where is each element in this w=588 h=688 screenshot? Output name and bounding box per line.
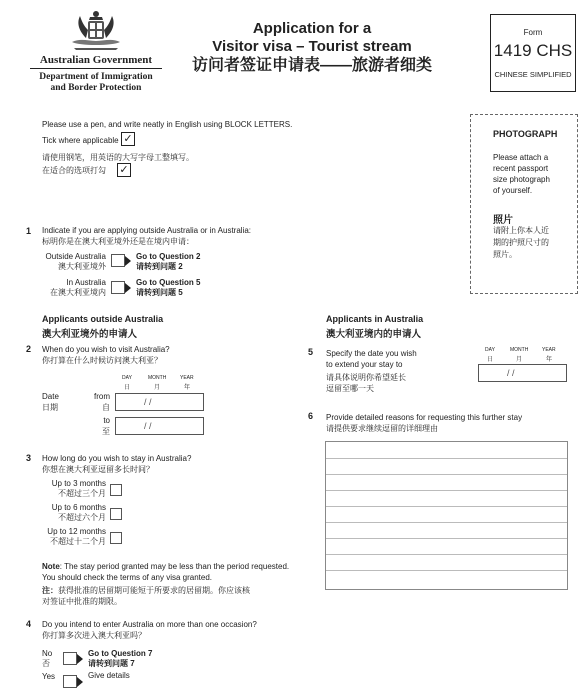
q2-text: When do you wish to visit Australia?	[42, 345, 170, 354]
q1-option-outside-label-chinese: 澳大利亚境外	[58, 262, 106, 271]
q3-option-3-months: Up to 3 months	[51, 479, 106, 488]
coat-of-arms-icon	[66, 8, 126, 52]
q3-note-line-2: You should check the terms of any visa granted.	[42, 573, 213, 582]
outside-heading-chinese: 澳大利亚境外的申请人	[42, 329, 138, 340]
inside-heading: Applicants in Australia	[326, 314, 424, 324]
q6-line	[326, 474, 567, 475]
q2-from-label: from	[94, 392, 110, 401]
q3-3-months-checkbox[interactable]	[110, 484, 122, 496]
q6-text: Provide detailed reasons for requesting this further stay	[326, 413, 523, 422]
q6-text-chinese: 请提供要求继续逗留的详细理由	[326, 424, 438, 433]
q3-note-text-1: : The stay period granted may be less than the period requested.	[59, 562, 290, 571]
q3-6-months-checkbox[interactable]	[110, 508, 122, 520]
q4-yes-label: Yes	[42, 672, 56, 681]
photograph-box[interactable]	[470, 114, 578, 294]
q5-month-label: MONTH	[510, 347, 529, 353]
header-divider	[30, 68, 162, 69]
q5-text-line-1: Specify the date you wish	[326, 349, 417, 358]
outside-heading: Applicants outside Australia	[42, 314, 164, 324]
q3-option-6-months-chinese: 不超过六个月	[58, 513, 106, 522]
q2-from-label-chinese: 自	[102, 403, 110, 412]
form-title-chinese: 访问者签证申请表——旅游者细类	[191, 57, 432, 74]
q2-year-label-chinese: 年	[184, 385, 191, 391]
q5-year-label-chinese: 年	[546, 357, 553, 363]
q1-inside-goto-chinese: 请转到问题 5	[136, 288, 183, 297]
q3-note-label: Note	[42, 562, 60, 571]
instruction-line-4-chinese: 在适合的选项打勾	[42, 166, 106, 175]
photograph-desc-chinese-1: 请附上你本人近	[493, 226, 549, 235]
photograph-desc-chinese-3: 照片。	[493, 250, 517, 259]
q2-month-label: MONTH	[148, 375, 167, 381]
form-number-box	[490, 14, 576, 92]
q2-to-date-field[interactable]: / /	[115, 417, 204, 435]
photograph-desc-2: recent passport	[493, 164, 549, 173]
government-name: Australian Government	[39, 54, 153, 66]
q5-text-chinese-line-1: 请具体说明你希望延长	[326, 373, 406, 382]
q6-line	[326, 538, 567, 539]
q3-number: 3	[26, 453, 32, 463]
q5-day-label: DAY	[485, 347, 495, 353]
tick-example-2: ✓	[117, 163, 131, 177]
form-label: Form	[523, 28, 543, 37]
q1-option-inside-label: In Australia	[66, 278, 106, 287]
q2-to-label-chinese: 至	[102, 427, 110, 436]
form-title-line-1: Application for a	[252, 20, 372, 37]
q4-number: 4	[26, 619, 32, 629]
q4-yes-checkbox[interactable]	[63, 675, 77, 688]
q2-number: 2	[26, 344, 32, 354]
q2-year-label: YEAR	[180, 375, 194, 381]
q4-no-label: No	[42, 649, 53, 658]
photograph-desc-1: Please attach a	[493, 153, 549, 162]
q5-date-field[interactable]: / /	[478, 364, 567, 382]
form-title-line-2: Visitor visa – Tourist stream	[212, 38, 412, 55]
q5-month-label-chinese: 月	[516, 357, 523, 363]
q4-no-checkbox[interactable]	[63, 652, 77, 665]
q2-day-label-chinese: 日	[124, 385, 131, 391]
q1-option-inside-label-chinese: 在澳大利亚境内	[50, 288, 106, 297]
q6-number: 6	[308, 411, 314, 421]
q3-note-chinese-line-2: 对签证中批准的期限。	[42, 597, 122, 606]
department-line-2: and Border Protection	[50, 83, 142, 93]
q5-number: 5	[308, 347, 314, 357]
q4-text: Do you intend to enter Australia on more than one occasion?	[42, 620, 257, 629]
inside-heading-chinese: 澳大利亚境内的申请人	[326, 329, 422, 340]
q2-date-label: Date	[42, 392, 59, 401]
photograph-desc-chinese-2: 期的护照尺寸的	[493, 238, 549, 247]
q5-text-chinese-line-2: 逗留至哪一天	[326, 384, 374, 393]
instruction-line-3-chinese: 请使用钢笔，用英语的大写字母工整填写。	[42, 153, 194, 162]
q3-option-12-months-chinese: 不超过十二个月	[50, 537, 106, 546]
instruction-line-2: Tick where applicable	[42, 136, 119, 145]
q2-day-label: DAY	[122, 375, 132, 381]
photograph-desc-3: size photograph	[493, 175, 550, 184]
q3-option-6-months: Up to 6 months	[51, 503, 106, 512]
q1-text-chinese: 标明你是在澳大利亚境外还是在境内申请：	[42, 237, 194, 246]
q2-text-chinese: 你打算在什么时候访问澳大利亚？	[42, 356, 162, 365]
q1-option-outside-label: Outside Australia	[45, 252, 106, 261]
photograph-title-chinese: 照片	[493, 215, 513, 226]
instruction-line-1: Please use a pen, and write neatly in English using BLOCK LETTERS.	[42, 120, 293, 129]
q4-yes-goto: Give details	[88, 671, 130, 680]
q1-outside-checkbox[interactable]	[111, 254, 125, 267]
photograph-desc-4: of yourself.	[493, 186, 533, 195]
q2-from-date-field[interactable]: / /	[115, 393, 204, 411]
q5-text-line-2: to extend your stay to	[326, 360, 403, 369]
photograph-title: PHOTOGRAPH	[493, 129, 558, 139]
q3-option-3-months-chinese: 不超过三个月	[58, 489, 106, 498]
q5-day-label-chinese: 日	[487, 357, 494, 363]
q3-note-chinese-line-1	[42, 586, 250, 596]
department-line-1: Department of Immigration	[39, 72, 153, 82]
q3-note-chinese-text-1: 获得批准的居留期可能短于所要求的居留期。你应该核	[58, 586, 250, 595]
q3-note-label-chinese: 注：	[42, 586, 58, 595]
q1-inside-goto: Go to Question 5	[136, 278, 201, 287]
q4-text-chinese: 你打算多次进入澳大利亚吗？	[42, 631, 146, 640]
form-language: CHINESE SIMPLIFIED	[494, 70, 572, 79]
q3-note-line-1	[42, 562, 289, 572]
q2-to-label: to	[103, 416, 110, 425]
q3-option-12-months: Up to 12 months	[47, 527, 106, 536]
q6-line	[326, 490, 567, 491]
q6-line	[326, 506, 567, 507]
q1-text: Indicate if you are applying outside Australia or in Australia:	[42, 226, 252, 235]
tick-example-1: ✓	[121, 132, 135, 146]
q6-reasons-textarea[interactable]	[325, 441, 568, 590]
q3-12-months-checkbox[interactable]	[110, 532, 122, 544]
q1-inside-checkbox[interactable]	[111, 281, 125, 294]
q1-number: 1	[26, 226, 32, 236]
q6-line	[326, 522, 567, 523]
q4-no-goto-chinese: 请转到问题 7	[88, 659, 135, 668]
q4-no-goto: Go to Question 7	[88, 649, 153, 658]
q1-outside-goto-chinese: 请转到问题 2	[136, 262, 183, 271]
q6-line	[326, 570, 567, 571]
q4-no-label-chinese: 否	[42, 659, 50, 668]
q6-line	[326, 554, 567, 555]
q1-outside-goto: Go to Question 2	[136, 252, 201, 261]
q5-year-label: YEAR	[542, 347, 556, 353]
q3-text-chinese: 你想在澳大利亚逗留多长时间？	[42, 465, 154, 474]
q6-line	[326, 458, 567, 459]
q2-date-label-chinese: 日期	[42, 403, 58, 412]
form-number: 1419 CHS	[493, 41, 573, 60]
q2-month-label-chinese: 月	[154, 385, 161, 391]
q3-text: How long do you wish to stay in Australia?	[42, 454, 192, 463]
